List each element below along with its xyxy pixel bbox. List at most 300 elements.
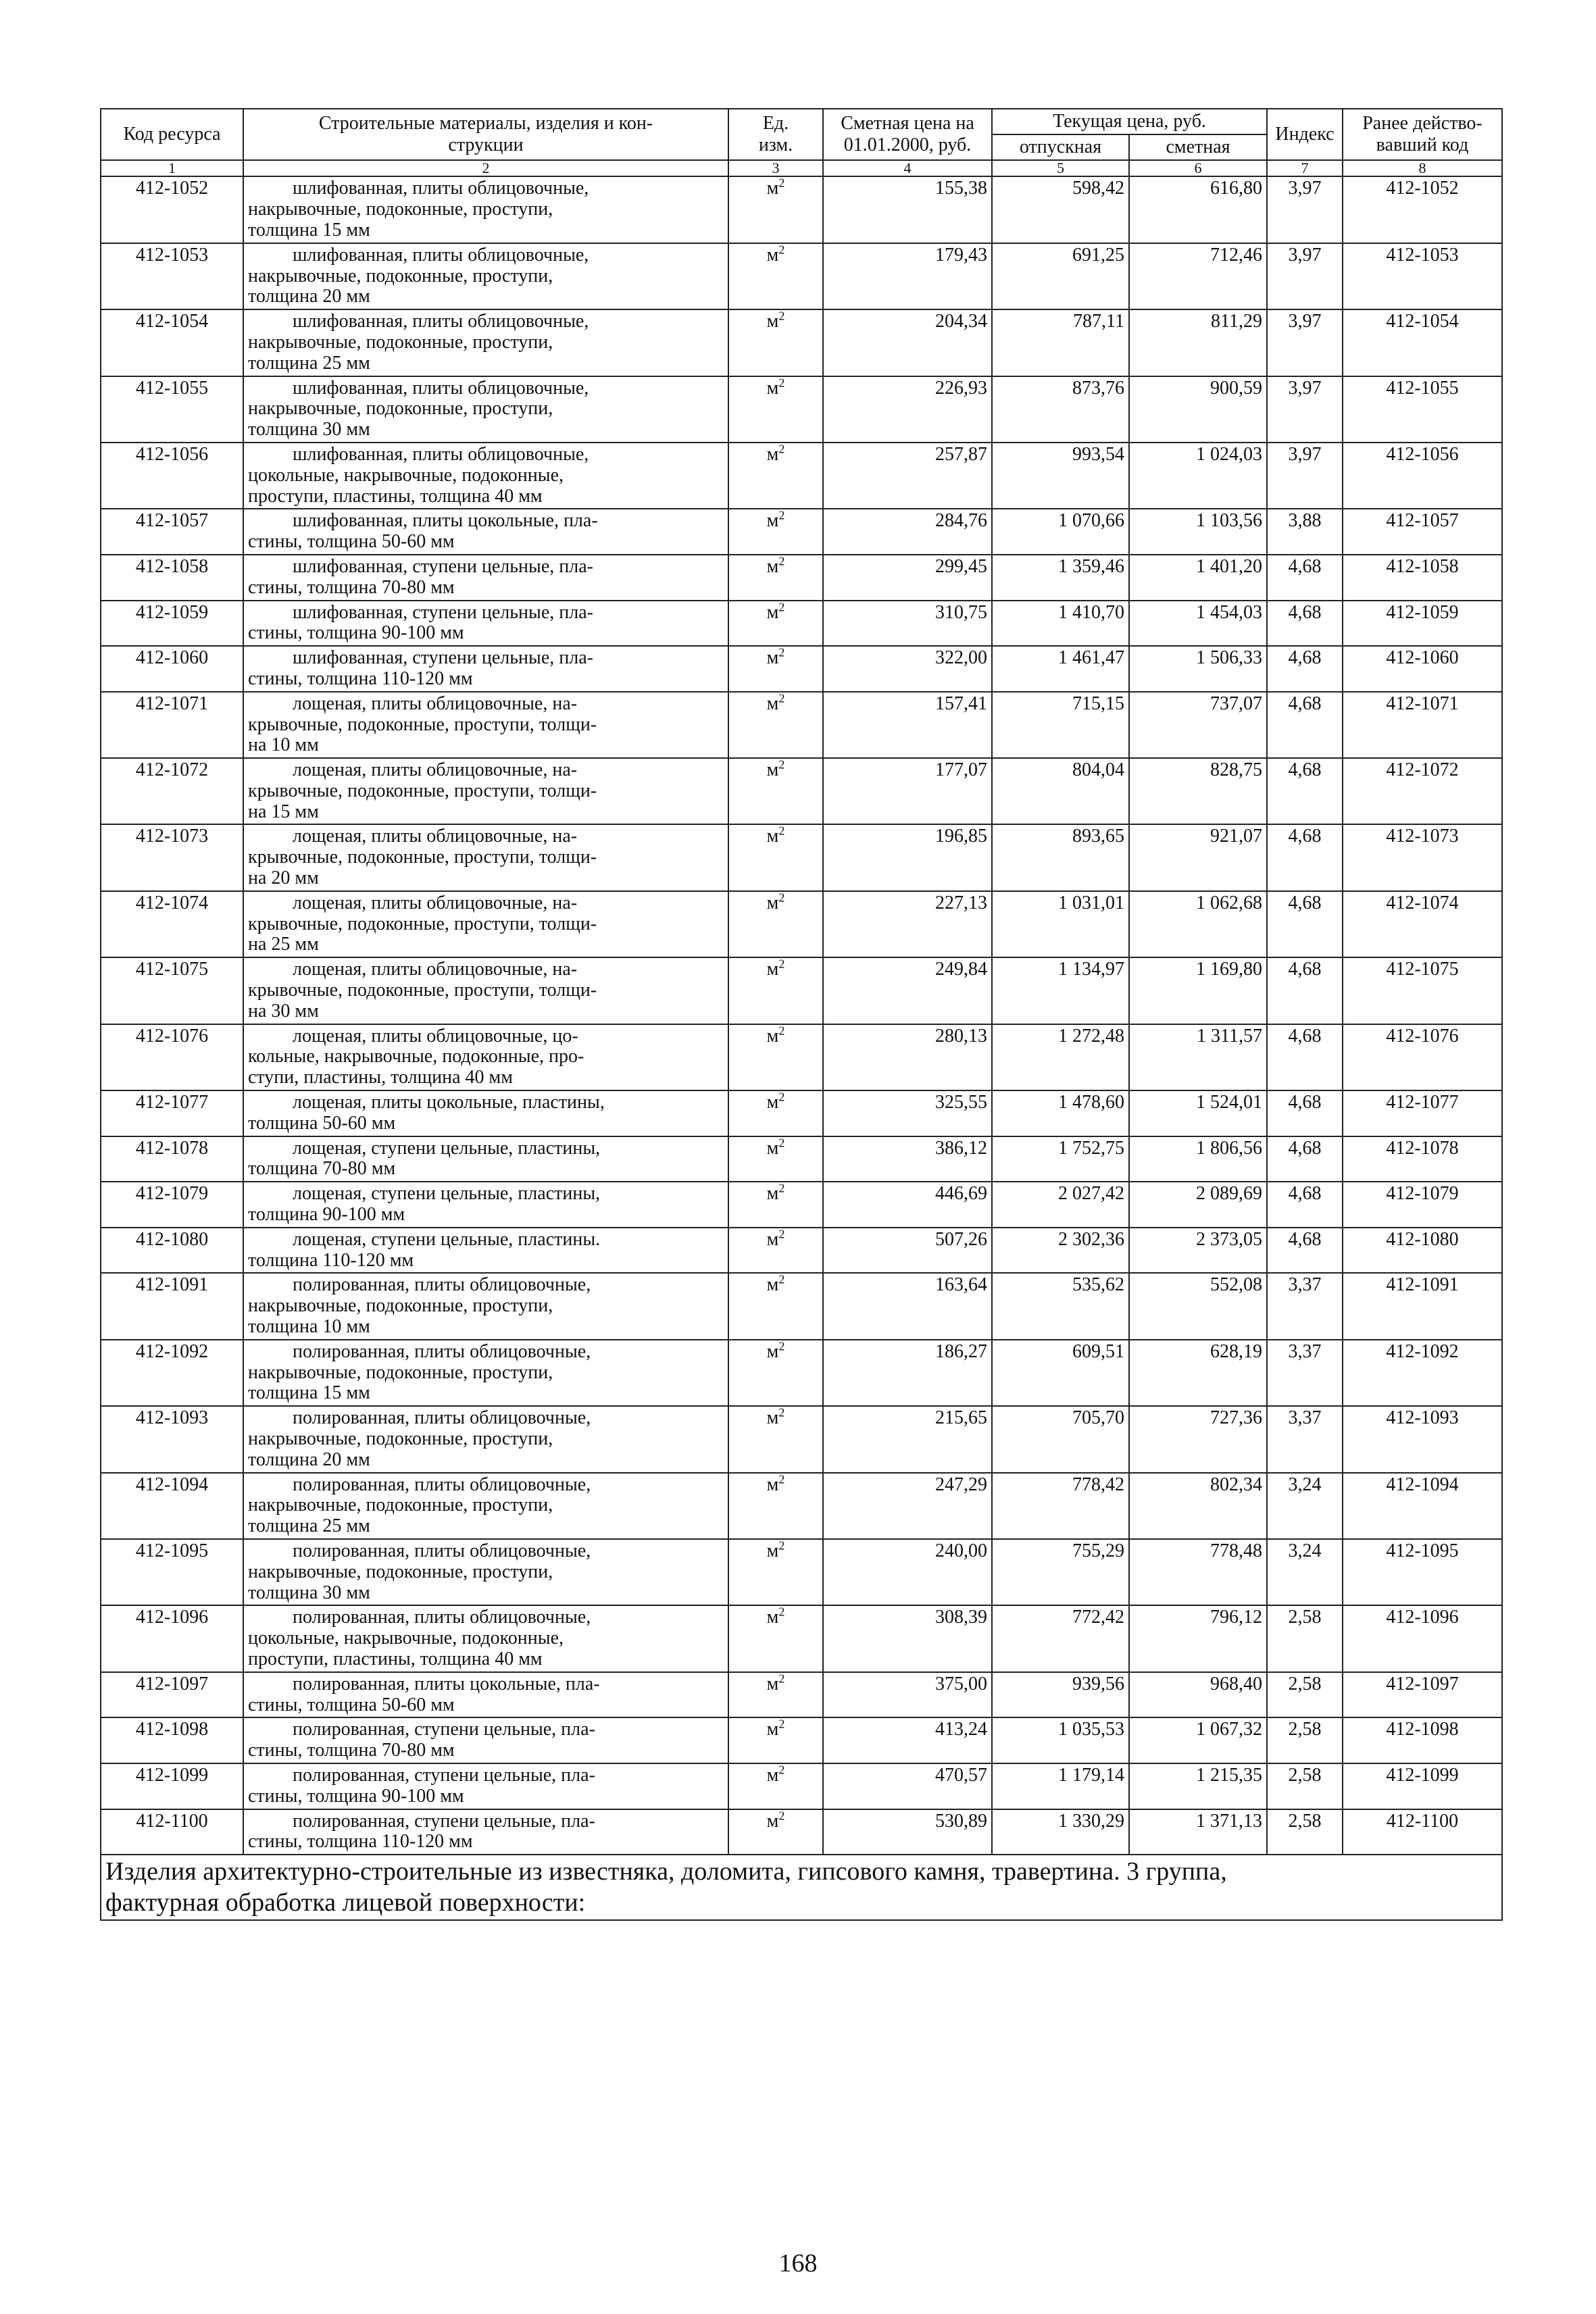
description-line: толщина 110-120 мм <box>248 1249 414 1271</box>
resource-code: 412-1100 <box>101 1809 243 1855</box>
unit-base: м <box>766 1540 779 1561</box>
unit-exponent: 2 <box>778 600 785 614</box>
table-row <box>101 1273 1502 1339</box>
resource-code: 412-1073 <box>101 824 243 890</box>
unit-of-measure <box>728 509 823 555</box>
material-description <box>243 758 728 824</box>
previous-code: 412-1077 <box>1343 1090 1502 1136</box>
estimate-price: 778,48 <box>1129 1539 1267 1605</box>
wholesale-price: 1 359,46 <box>992 555 1129 601</box>
previous-code: 412-1057 <box>1343 509 1502 555</box>
resource-code: 412-1059 <box>101 601 243 647</box>
previous-code: 412-1073 <box>1343 824 1502 890</box>
wholesale-price: 787,11 <box>992 309 1129 376</box>
wholesale-price: 1 478,60 <box>992 1090 1129 1136</box>
price-index: 3,24 <box>1267 1539 1343 1605</box>
material-description <box>243 891 728 957</box>
table-row <box>101 1228 1502 1274</box>
unit-of-measure <box>728 309 823 376</box>
header-estimate: сметная <box>1129 134 1267 160</box>
resource-code: 412-1095 <box>101 1539 243 1605</box>
wholesale-price: 755,29 <box>992 1539 1129 1605</box>
wholesale-price: 1 179,14 <box>992 1763 1129 1809</box>
table-row <box>101 555 1502 601</box>
description-line: шлифованная, плиты облицовочные, <box>293 443 589 465</box>
unit-exponent: 2 <box>778 757 785 772</box>
material-description <box>243 1136 728 1182</box>
unit-base: м <box>766 1407 779 1429</box>
price-index: 3,97 <box>1267 309 1343 376</box>
unit-exponent: 2 <box>778 1405 785 1419</box>
price-2000: 299,45 <box>823 555 992 601</box>
material-description <box>243 1539 728 1605</box>
previous-code: 412-1076 <box>1343 1024 1502 1090</box>
price-2000: 470,57 <box>823 1763 992 1809</box>
resource-code: 412-1054 <box>101 309 243 376</box>
unit-base: м <box>766 1607 779 1628</box>
table-row <box>101 243 1502 309</box>
description-line: лощеная, плиты облицовочные, на- <box>293 693 578 714</box>
description-line: толщина 10 мм <box>248 1316 370 1338</box>
header-current-price: Текущая цена, руб. <box>992 109 1267 134</box>
table-row <box>101 443 1502 509</box>
previous-code: 412-1058 <box>1343 555 1502 601</box>
estimate-price: 796,12 <box>1129 1605 1267 1671</box>
price-index: 3,97 <box>1267 376 1343 443</box>
column-number-row <box>101 160 1502 176</box>
description-line: полированная, плиты облицовочные, <box>293 1540 591 1561</box>
description-line: толщина 70-80 мм <box>248 1158 396 1180</box>
table-row <box>101 176 1502 243</box>
unit-of-measure <box>728 1024 823 1090</box>
description-line: полированная, плиты облицовочные, <box>293 1274 591 1296</box>
table-row <box>101 1809 1502 1855</box>
table-row <box>101 758 1502 824</box>
material-description <box>243 1228 728 1274</box>
price-index: 4,68 <box>1267 646 1343 692</box>
description-line: стины, толщина 50-60 мм <box>248 531 455 553</box>
unit-base: м <box>766 601 779 623</box>
description-line: лощеная, ступени цельные, пластины, <box>293 1137 601 1159</box>
unit-exponent: 2 <box>778 309 785 323</box>
table-row <box>101 376 1502 443</box>
wholesale-price: 1 035,53 <box>992 1717 1129 1763</box>
material-description <box>243 1340 728 1406</box>
price-index: 2,58 <box>1267 1763 1343 1809</box>
wholesale-price: 705,70 <box>992 1406 1129 1472</box>
resource-code: 412-1074 <box>101 891 243 957</box>
wholesale-price: 873,76 <box>992 376 1129 443</box>
previous-code: 412-1100 <box>1343 1809 1502 1855</box>
price-index: 4,68 <box>1267 1136 1343 1182</box>
unit-exponent: 2 <box>778 1809 785 1823</box>
previous-code: 412-1091 <box>1343 1273 1502 1339</box>
description-line: толщина 15 мм <box>248 219 370 241</box>
previous-code: 412-1078 <box>1343 1136 1502 1182</box>
unit-exponent: 2 <box>778 1181 785 1195</box>
unit-exponent: 2 <box>778 824 785 838</box>
resource-code: 412-1058 <box>101 555 243 601</box>
price-2000: 386,12 <box>823 1136 992 1182</box>
description-line: цокольные, накрывочные, подоконные, <box>248 1628 564 1649</box>
previous-code: 412-1056 <box>1343 443 1502 509</box>
header-prev-code: Ранее действо- вавший код <box>1343 109 1502 160</box>
unit-base: м <box>766 510 779 532</box>
description-line: шлифованная, ступени цельные, пла- <box>293 601 593 623</box>
material-description <box>243 309 728 376</box>
unit-base: м <box>766 1092 779 1113</box>
resource-code: 412-1097 <box>101 1672 243 1718</box>
column-number: 1 <box>101 160 243 176</box>
description-line: накрывочные, подоконные, проступи, <box>248 1428 553 1449</box>
previous-code: 412-1099 <box>1343 1763 1502 1809</box>
estimate-price: 616,80 <box>1129 176 1267 243</box>
resource-code: 412-1096 <box>101 1605 243 1671</box>
price-index: 4,68 <box>1267 692 1343 758</box>
price-index: 4,68 <box>1267 555 1343 601</box>
unit-base: м <box>766 377 779 399</box>
price-index: 3,97 <box>1267 176 1343 243</box>
resource-code: 412-1060 <box>101 646 243 692</box>
price-index: 3,97 <box>1267 443 1343 509</box>
description-line: проступи, пластины, толщина 40 мм <box>248 1648 543 1669</box>
description-line: шлифованная, ступени цельные, пла- <box>293 647 593 669</box>
unit-exponent: 2 <box>778 442 785 456</box>
section-heading-line-1: Изделия архитектурно-строительные из известняка, доломита, гипсового камня, травертина. 3 группа, <box>105 1857 1227 1886</box>
section-heading-line-2: фактурная обработка лицевой поверхности: <box>105 1888 586 1917</box>
description-line: полированная, плиты облицовочные, <box>293 1340 591 1362</box>
unit-of-measure <box>728 243 823 309</box>
previous-code: 412-1094 <box>1343 1473 1502 1539</box>
price-index: 2,58 <box>1267 1717 1343 1763</box>
unit-exponent: 2 <box>778 1538 785 1553</box>
price-2000: 257,87 <box>823 443 992 509</box>
description-line: толщина 15 мм <box>248 1382 370 1404</box>
estimate-price: 968,40 <box>1129 1672 1267 1718</box>
unit-of-measure <box>728 1605 823 1671</box>
estimate-price: 2 373,05 <box>1129 1228 1267 1274</box>
estimate-price: 628,19 <box>1129 1340 1267 1406</box>
description-line: толщина 25 мм <box>248 352 370 374</box>
description-line: на 20 мм <box>248 867 319 889</box>
description-line: на 10 мм <box>248 734 319 756</box>
estimate-price: 1 454,03 <box>1129 601 1267 647</box>
previous-code: 412-1055 <box>1343 376 1502 443</box>
description-line: проступи, пластины, толщина 40 мм <box>248 485 543 507</box>
description-line: крывочные, подоконные, проступи, толщи- <box>248 780 597 801</box>
previous-code: 412-1080 <box>1343 1228 1502 1274</box>
material-description <box>243 957 728 1024</box>
material-description <box>243 1672 728 1718</box>
unit-of-measure <box>728 1672 823 1718</box>
price-2000: 325,55 <box>823 1090 992 1136</box>
price-2000: 446,69 <box>823 1182 992 1228</box>
description-line: стины, толщина 110-120 мм <box>248 1831 473 1853</box>
price-index: 4,68 <box>1267 1182 1343 1228</box>
unit-exponent: 2 <box>778 243 785 257</box>
wholesale-price: 1 461,47 <box>992 646 1129 692</box>
resource-code: 412-1092 <box>101 1340 243 1406</box>
previous-code: 412-1052 <box>1343 176 1502 243</box>
price-2000: 308,39 <box>823 1605 992 1671</box>
description-line: крывочные, подоконные, проступи, толщи- <box>248 980 597 1001</box>
wholesale-price: 993,54 <box>992 443 1129 509</box>
description-line: лощеная, ступени цельные, пластины, <box>293 1183 601 1205</box>
unit-exponent: 2 <box>778 890 785 905</box>
description-line: лощеная, плиты облицовочные, на- <box>293 759 578 781</box>
unit-of-measure <box>728 1473 823 1539</box>
wholesale-price: 598,42 <box>992 176 1129 243</box>
description-line: на 25 мм <box>248 934 319 955</box>
unit-base: м <box>766 555 779 577</box>
estimate-price: 1 806,56 <box>1129 1136 1267 1182</box>
unit-exponent: 2 <box>778 957 785 971</box>
unit-base: м <box>766 1474 779 1495</box>
description-line: полированная, ступени цельные, пла- <box>293 1719 595 1740</box>
column-number: 2 <box>243 160 728 176</box>
page-number: 168 <box>778 2249 818 2278</box>
material-description <box>243 646 728 692</box>
estimate-price: 1 103,56 <box>1129 509 1267 555</box>
unit-base: м <box>766 1810 779 1832</box>
previous-code: 412-1071 <box>1343 692 1502 758</box>
wholesale-price: 609,51 <box>992 1340 1129 1406</box>
unit-base: м <box>766 443 779 465</box>
description-line: стины, толщина 70-80 мм <box>248 576 455 598</box>
unit-base: м <box>766 1183 779 1205</box>
price-index: 4,68 <box>1267 957 1343 1024</box>
price-index: 2,58 <box>1267 1605 1343 1671</box>
unit-exponent: 2 <box>778 509 785 522</box>
estimate-price: 2 089,69 <box>1129 1182 1267 1228</box>
price-index: 4,68 <box>1267 1024 1343 1090</box>
wholesale-price: 772,42 <box>992 1605 1129 1671</box>
unit-base: м <box>766 1025 779 1047</box>
price-2000: 507,26 <box>823 1228 992 1274</box>
column-number: 4 <box>823 160 992 176</box>
material-description <box>243 443 728 509</box>
unit-of-measure <box>728 1273 823 1339</box>
description-line: накрывочные, подоконные, проступи, <box>248 1295 553 1317</box>
description-line: лощеная, плиты цокольные, пластины, <box>293 1092 605 1113</box>
description-line: шлифованная, плиты цокольные, пла- <box>293 510 598 532</box>
resource-code: 412-1094 <box>101 1473 243 1539</box>
description-line: накрывочные, подоконные, проступи, <box>248 331 553 353</box>
description-line: лощеная, плиты облицовочные, на- <box>293 826 578 847</box>
material-description <box>243 509 728 555</box>
material-description <box>243 376 728 443</box>
unit-of-measure <box>728 176 823 243</box>
resource-code: 412-1098 <box>101 1717 243 1763</box>
table-row <box>101 1182 1502 1228</box>
table-row <box>101 1672 1502 1718</box>
unit-base: м <box>766 244 779 266</box>
material-description <box>243 1473 728 1539</box>
material-description <box>243 1605 728 1671</box>
description-line: полированная, ступени цельные, пла- <box>293 1810 595 1832</box>
column-number: 7 <box>1267 160 1343 176</box>
estimate-price: 900,59 <box>1129 376 1267 443</box>
previous-code: 412-1074 <box>1343 891 1502 957</box>
estimate-price: 1 506,33 <box>1129 646 1267 692</box>
description-line: толщина 30 мм <box>248 1582 370 1603</box>
unit-of-measure <box>728 1539 823 1605</box>
price-2000: 375,00 <box>823 1672 992 1718</box>
unit-exponent: 2 <box>778 1671 785 1686</box>
resource-code: 412-1076 <box>101 1024 243 1090</box>
table-row <box>101 1136 1502 1182</box>
description-line: накрывочные, подоконные, проступи, <box>248 1494 553 1516</box>
resource-code: 412-1052 <box>101 176 243 243</box>
wholesale-price: 715,15 <box>992 692 1129 758</box>
resource-code: 412-1055 <box>101 376 243 443</box>
description-line: стины, толщина 50-60 мм <box>248 1694 455 1715</box>
material-description <box>243 176 728 243</box>
wholesale-price: 535,62 <box>992 1273 1129 1339</box>
estimate-price: 1 024,03 <box>1129 443 1267 509</box>
price-2000: 163,64 <box>823 1273 992 1339</box>
table-row <box>101 1340 1502 1406</box>
estimate-price: 712,46 <box>1129 243 1267 309</box>
price-2000: 177,07 <box>823 758 992 824</box>
resource-code: 412-1077 <box>101 1090 243 1136</box>
price-2000: 413,24 <box>823 1717 992 1763</box>
description-line: полированная, ступени цельные, пла- <box>293 1764 595 1786</box>
material-description <box>243 1406 728 1472</box>
unit-of-measure <box>728 443 823 509</box>
wholesale-price: 1 330,29 <box>992 1809 1129 1855</box>
table-row <box>101 646 1502 692</box>
unit-of-measure <box>728 1763 823 1809</box>
unit-exponent: 2 <box>778 1024 785 1038</box>
price-index: 3,37 <box>1267 1406 1343 1472</box>
table-row <box>101 692 1502 758</box>
material-description <box>243 824 728 890</box>
estimate-price: 1 311,57 <box>1129 1024 1267 1090</box>
column-number: 5 <box>992 160 1129 176</box>
header-price-2000: Сметная цена на 01.01.2000, руб. <box>823 109 992 160</box>
price-index: 2,58 <box>1267 1672 1343 1718</box>
price-2000: 226,93 <box>823 376 992 443</box>
unit-exponent: 2 <box>778 1227 785 1241</box>
table-row <box>101 1763 1502 1809</box>
unit-exponent: 2 <box>778 554 785 568</box>
unit-of-measure <box>728 1717 823 1763</box>
description-line: на 15 мм <box>248 801 319 822</box>
price-2000: 215,65 <box>823 1406 992 1472</box>
previous-code: 412-1079 <box>1343 1182 1502 1228</box>
price-index: 4,68 <box>1267 758 1343 824</box>
unit-exponent: 2 <box>778 376 785 390</box>
previous-code: 412-1092 <box>1343 1340 1502 1406</box>
header-materials: Строительные материалы, изделия и кон- струкции <box>243 109 728 160</box>
wholesale-price: 1 410,70 <box>992 601 1129 647</box>
description-line: шлифованная, плиты облицовочные, <box>293 377 589 399</box>
material-description <box>243 1717 728 1763</box>
estimate-price: 1 524,01 <box>1129 1090 1267 1136</box>
description-line: шлифованная, плиты облицовочные, <box>293 178 589 199</box>
unit-base: м <box>766 892 779 913</box>
unit-exponent: 2 <box>778 176 785 191</box>
unit-of-measure <box>728 646 823 692</box>
table-row <box>101 1090 1502 1136</box>
estimate-price: 921,07 <box>1129 824 1267 890</box>
wholesale-price: 691,25 <box>992 243 1129 309</box>
column-number: 3 <box>728 160 823 176</box>
estimate-price: 552,08 <box>1129 1273 1267 1339</box>
wholesale-price: 778,42 <box>992 1473 1129 1539</box>
table-row <box>101 891 1502 957</box>
description-line: накрывочные, подоконные, проступи, <box>248 199 553 220</box>
material-description <box>243 1182 728 1228</box>
unit-base: м <box>766 693 779 714</box>
unit-base: м <box>766 959 779 980</box>
previous-code: 412-1053 <box>1343 243 1502 309</box>
price-index: 4,68 <box>1267 824 1343 890</box>
unit-base: м <box>766 311 779 332</box>
estimate-price: 1 215,35 <box>1129 1763 1267 1809</box>
price-2000: 530,89 <box>823 1809 992 1855</box>
description-line: накрывочные, подоконные, проступи, <box>248 265 553 286</box>
resource-code: 412-1093 <box>101 1406 243 1472</box>
table-row <box>101 1605 1502 1671</box>
header-code: Код ресурса <box>101 109 243 160</box>
unit-base: м <box>766 1137 779 1159</box>
estimate-price: 1 401,20 <box>1129 555 1267 601</box>
description-line: толщина 20 мм <box>248 1449 370 1470</box>
material-description <box>243 555 728 601</box>
description-line: толщина 25 мм <box>248 1515 370 1537</box>
description-line: лощеная, ступени цельные, пластины. <box>293 1228 601 1250</box>
price-index: 4,68 <box>1267 1228 1343 1274</box>
resource-code: 412-1091 <box>101 1273 243 1339</box>
previous-code: 412-1096 <box>1343 1605 1502 1671</box>
estimate-price: 1 169,80 <box>1129 957 1267 1024</box>
description-line: шлифованная, ступени цельные, пла- <box>293 555 593 577</box>
material-description <box>243 243 728 309</box>
unit-of-measure <box>728 1340 823 1406</box>
price-2000: 179,43 <box>823 243 992 309</box>
price-index: 3,88 <box>1267 509 1343 555</box>
price-2000: 204,34 <box>823 309 992 376</box>
price-table <box>100 108 1503 1921</box>
description-line: накрывочные, подоконные, проступи, <box>248 1361 553 1383</box>
resource-code: 412-1071 <box>101 692 243 758</box>
material-description <box>243 1763 728 1809</box>
price-2000: 310,75 <box>823 601 992 647</box>
wholesale-price: 939,56 <box>992 1672 1129 1718</box>
unit-of-measure <box>728 1406 823 1472</box>
resource-code: 412-1099 <box>101 1763 243 1809</box>
estimate-price: 802,34 <box>1129 1473 1267 1539</box>
description-line: полированная, плиты облицовочные, <box>293 1607 591 1628</box>
description-line: ступи, пластины, толщина 40 мм <box>248 1067 513 1088</box>
description-line: стины, толщина 90-100 мм <box>248 1785 464 1807</box>
description-line: стины, толщина 90-100 мм <box>248 622 464 644</box>
unit-exponent: 2 <box>778 1273 785 1287</box>
column-number: 8 <box>1343 160 1502 176</box>
unit-exponent: 2 <box>778 1339 785 1353</box>
material-description <box>243 692 728 758</box>
table-row <box>101 1406 1502 1472</box>
description-line: толщина 30 мм <box>248 419 370 441</box>
description-line: шлифованная, плиты облицовочные, <box>293 244 589 266</box>
resource-code: 412-1053 <box>101 243 243 309</box>
previous-code: 412-1095 <box>1343 1539 1502 1605</box>
description-line: на 30 мм <box>248 1000 319 1022</box>
unit-base: м <box>766 1673 779 1694</box>
unit-base: м <box>766 647 779 669</box>
